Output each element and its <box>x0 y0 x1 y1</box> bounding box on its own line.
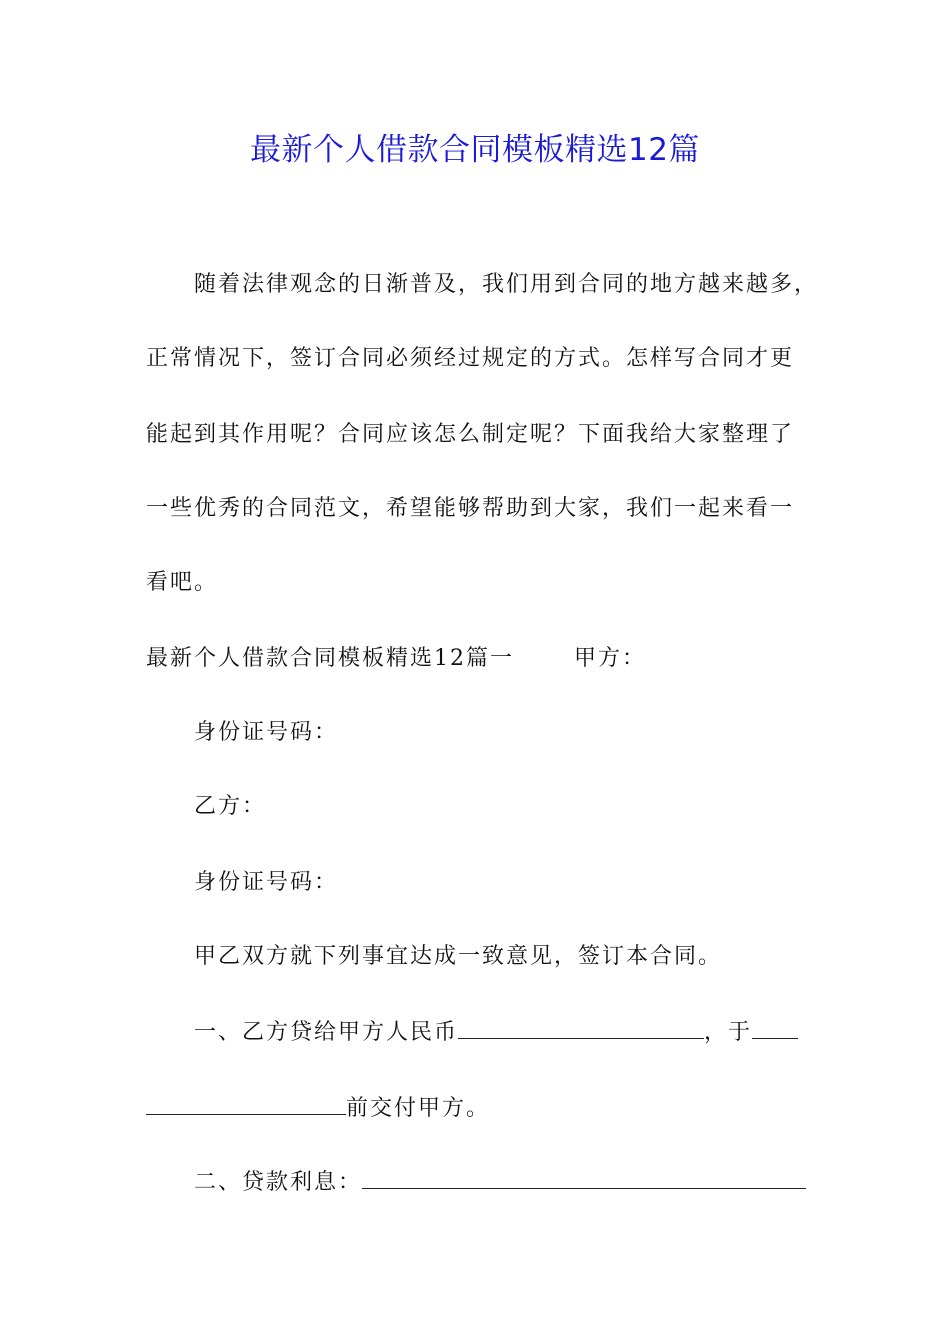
intro-line-1: 随着法律观念的日渐普及，我们用到合同的地方越来越多， <box>194 272 819 297</box>
intro-line-3: 能起到其作用呢？合同应该怎么制定呢？下面我给大家整理了 <box>146 422 795 447</box>
interest-blank <box>362 1166 806 1189</box>
section-heading <box>146 644 646 674</box>
document-title: 最新个人借款合同模板精选12篇 <box>250 132 700 168</box>
clause-2 <box>194 1166 806 1198</box>
clause-1-suffix: 前交付甲方。 <box>346 1096 491 1121</box>
intro-line-5: 看吧。 <box>146 570 219 595</box>
date-blank-end <box>146 1092 346 1115</box>
agreement-text: 甲乙双方就下列事宜达成一致意见，签订本合同。 <box>194 944 723 969</box>
clause-1-continued <box>146 1092 490 1124</box>
party-a-id-label: 身份证号码： <box>194 720 339 745</box>
party-b-label: 乙方： <box>194 794 267 819</box>
clause-1-prefix: 一、乙方贷给甲方人民币 <box>194 1020 459 1045</box>
party-a-label: 甲方： <box>574 646 647 671</box>
clause-1-mid: ，于 <box>704 1020 753 1045</box>
clause-1 <box>194 1016 798 1048</box>
clause-2-prefix: 二、贷款利息： <box>194 1170 363 1195</box>
party-b-id-label: 身份证号码： <box>194 870 339 895</box>
intro-line-2: 正常情况下，签订合同必须经过规定的方式。怎样写合同才更 <box>146 346 795 371</box>
amount-blank <box>458 1016 704 1039</box>
date-blank-start <box>752 1016 798 1039</box>
section-heading-text: 最新个人借款合同模板精选12篇一 <box>146 646 514 671</box>
intro-line-4: 一些优秀的合同范文，希望能够帮助到大家，我们一起来看一 <box>146 496 795 521</box>
